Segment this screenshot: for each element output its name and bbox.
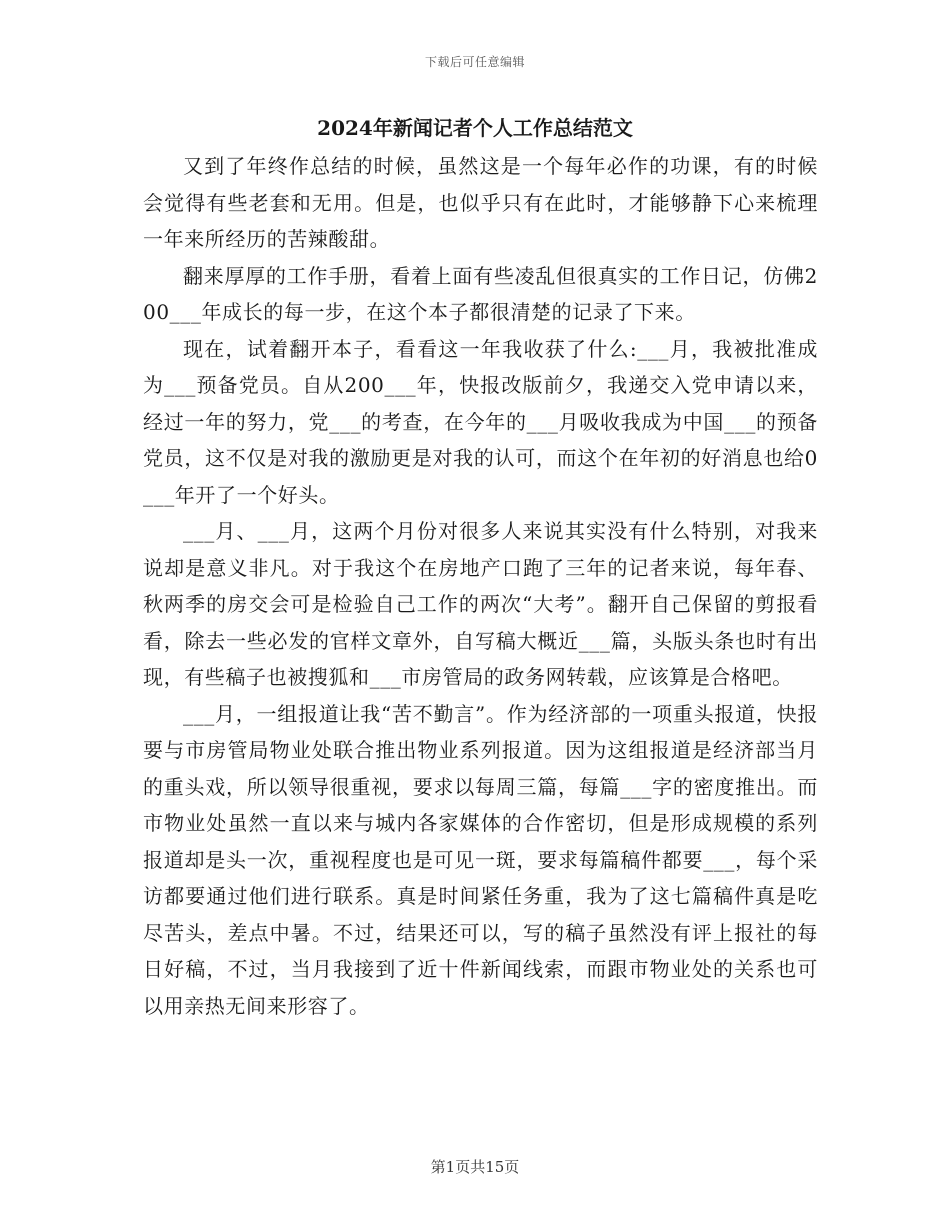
page-number-footer: 第1页共15页 (430, 1158, 520, 1176)
paragraph-3: 现在，试着翻开本子，看看这一年我收获了什么:___月，我被批准成为___预备党员。自从200___年，快报改版前夕，我递交入党申请以来，经过一年的努力，党___的考查，在今年的___月吸收我成为中国___的预备党员，这不仅是对我的激励更是对我的认可，而这个在年初的好消息也给0___年开了一个好头。 (143, 336, 818, 507)
page-header-note: 下载后可任意编辑 (424, 55, 525, 69)
paragraph-1: 又到了年终作总结的时候，虽然这是一个每年必作的功课，有的时候会觉得有些老套和无用。但是，也似乎只有在此时，才能够静下心来梳理一年来所经历的苦辣酸甜。 (143, 154, 818, 251)
paragraph-4: ___月、___月，这两个月份对很多人来说其实没有什么特别，对我来说却是意义非凡。对于我这个在房地产口跑了三年的记者来说，每年春、秋两季的房交会可是检验自己工作的两次“大考”。翻开自己保留的剪报看看，除去一些必发的官样文章外，自写稿大概近___篇，头版头条也时有出现，有些稿子也被搜狐和___市房管局的政务网转载，应该算是合格吧。 (143, 519, 818, 689)
document-title: 2024年新闻记者个人工作总结范文 (317, 116, 633, 140)
paragraph-2: 翻来厚厚的工作手册，看着上面有些凌乱但很真实的工作日记，仿佛200___年成长的每一步，在这个本子都很清楚的记录了下来。 (143, 263, 818, 324)
paragraph-5: ___月，一组报道让我“苦不勤言”。作为经济部的一项重头报道，快报要与市房管局物业处联合推出物业系列报道。因为这组报道是经济部当月的重头戏，所以领导很重视，要求以每周三篇，每篇___字的密度推出。而市物业处虽然一直以来与城内各家媒体的合作密切，但是形成规模的系列报道却是头一次，重视程度也是可见一斑，要求每篇稿件都要___，每个采访都要通过他们进行联系。真是时间紧任务重，我为了这七篇稿件真是吃尽苦头，差点中暑。不过，结果还可以，写的稿子虽然没有评上报社的每日好稿，不过，当月我接到了近十件新闻线索，而跟市物业处的关系也可以用亲热无间来形容了。 (143, 701, 818, 1018)
document-body (143, 148, 818, 1024)
